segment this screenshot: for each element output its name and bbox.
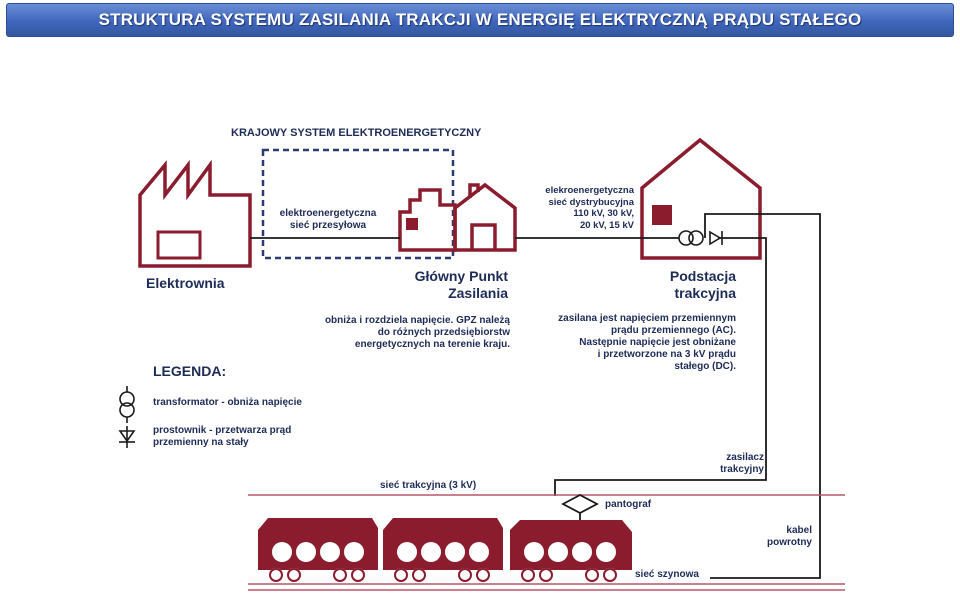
legend-rectifier-label: prostownik - przetwarza prąd przemienny na stały: [153, 425, 292, 448]
distribution-grid-label: elekroenergetyczna sieć dystrybucyjna 110 kV, 30 kV, 20 kV, 15 kV: [545, 185, 634, 231]
legend-transformer-icon: [120, 386, 134, 423]
train-wheels: [270, 569, 616, 581]
traction-network-label: sieć trakcyjna (3 kV): [380, 480, 477, 491]
pantograph-label: pantograf: [605, 499, 652, 510]
page-title: STRUKTURA SYSTEMU ZASILANIA TRAKCJI W ENERGIĘ ELEKTRYCZNĄ PRĄDU STAŁEGO: [98, 10, 862, 29]
substation-description: zasilana jest napięciem przemiennym prądu przemiennego (AC). Następnie napięcie jest obniżane i przetworzone na 3 kV prądu stałego (DC).: [558, 313, 736, 372]
rail-network-label: sieć szynowa: [635, 569, 699, 580]
rails: [248, 584, 845, 590]
power-plant-label: Elektrownia: [146, 275, 225, 291]
substation-rectifier-icon: [710, 231, 722, 245]
pantograph-icon: [563, 495, 597, 520]
transmission-grid-label: elektroenergetyczna sieć przesyłowa: [279, 208, 377, 231]
gpz-label: Główny Punkt Zasilania: [414, 268, 508, 301]
national-system-label: KRAJOWY SYSTEM ELEKTROENERGETYCZNY: [231, 127, 482, 139]
substation-icon: [642, 140, 760, 258]
transmission-grid-box: [263, 150, 453, 258]
legend-rectifier-icon: [119, 426, 135, 448]
traction-feeder-label: zasilacz trakcyjny: [720, 452, 764, 475]
return-cable-label: kabel powrotny: [767, 525, 812, 548]
substation-label: Podstacja trakcyjna: [669, 268, 736, 301]
substation-transformer-icon: [679, 231, 703, 245]
gpz-description: obniża i rozdziela napięcie. GPZ należą do różnych przedsiębiorstw energetycznych na terenie kraju.: [324, 315, 510, 350]
power-plant-icon: [140, 165, 250, 266]
legend-title: LEGENDA:: [153, 363, 227, 379]
legend-transformer-label: transformator - obniża napięcie: [153, 397, 302, 408]
gpz-buildings-icon: [400, 185, 515, 250]
